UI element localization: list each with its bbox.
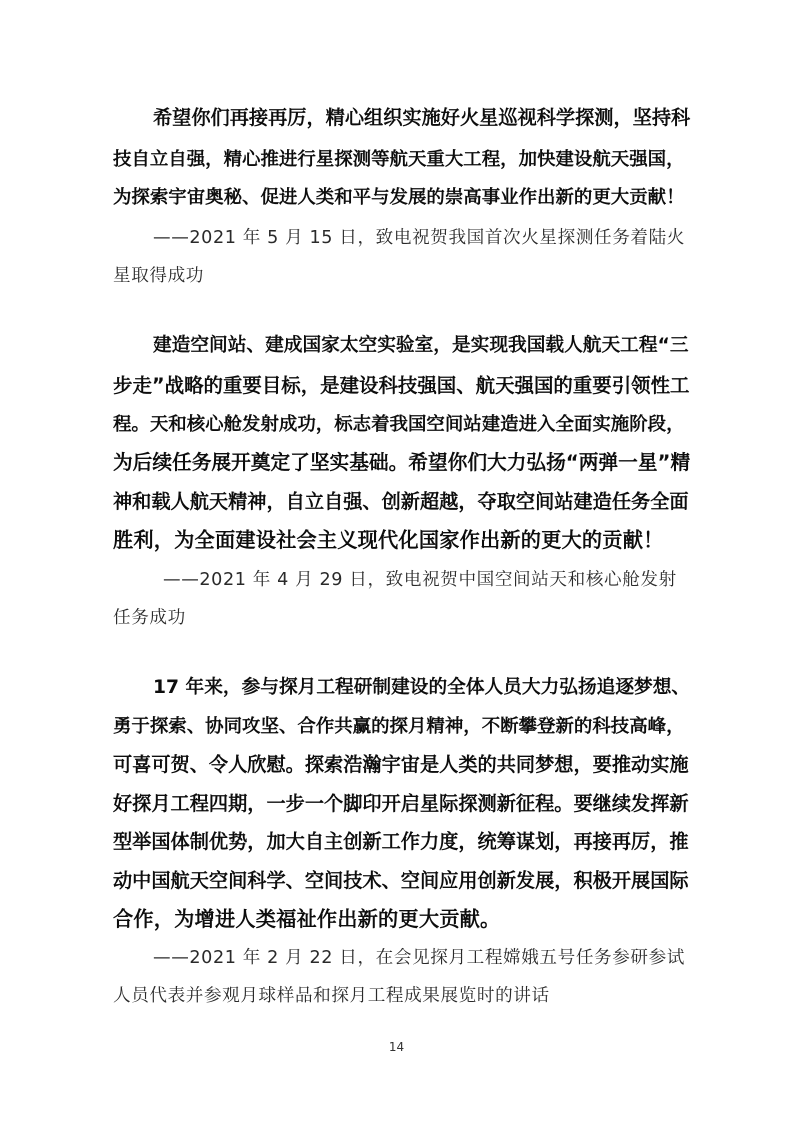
- quote-line: 17 年来，参与探月工程研制建设的全体人员大力弘扬追逐梦想、: [153, 677, 691, 698]
- quote-line: 技自立自强，精心推进行星探测等航天重大工程，加快建设航天强国，: [113, 149, 685, 170]
- quote-line: 建造空间站、建成国家太空实验室，是实现我国载人航天工程“三: [153, 335, 689, 356]
- quote-line: 可喜可贺、令人欣慰。探索浩瀚宇宙是人类的共同梦想，要推动实施: [113, 753, 689, 776]
- quote-line: 神和载人航天精神，自立自强、创新超越，夺取空间站建造任务全面: [113, 490, 689, 513]
- quote-line: 为探索宇宙奥秘、促进人类和平与发展的崇高事业作出新的更大贡献！: [113, 187, 685, 208]
- quote-line: 希望你们再接再厉，精心组织实施好火星巡视科学探测，坚持科: [153, 106, 691, 129]
- quote-line: 好探月工程四期，一步一个脚印开启星际探测新征程。要继续发挥新: [113, 792, 689, 815]
- attribution-line: 任务成功: [113, 608, 186, 628]
- quote-line: 步走”战略的重要目标，是建设科技强国、航天强国的重要引领性工: [113, 374, 690, 397]
- attribution-line: ——2021 年 2 月 22 日，在会见探月工程嫦娥五号任务参研参试: [153, 948, 685, 968]
- attribution-line: ——2021 年 4 月 29 日，致电祝贺中国空间站天和核心舱发射: [163, 570, 677, 590]
- quote-line: 勇于探索、协同攻坚、合作共赢的探月精神，不断攀登新的科技高峰，: [113, 716, 685, 737]
- attribution-line: 人员代表并参观月球样品和探月工程成果展览时的讲话: [113, 986, 550, 1006]
- quote-line: 合作，为增进人类福祉作出新的更大贡献。: [113, 907, 501, 931]
- attribution-line: ——2021 年 5 月 15 日，致电祝贺我国首次火星探测任务着陆火: [153, 228, 685, 248]
- page-number: 14: [388, 1040, 405, 1054]
- quote-line: 动中国航天空间科学、空间技术、空间应用创新发展，积极开展国际: [113, 869, 689, 892]
- attribution-line: 星取得成功: [113, 266, 204, 286]
- quote-line: 型举国体制优势，加大自主创新工作力度，统筹谋划，再接再厉，推: [113, 830, 689, 853]
- quote-line: 程。天和核心舱发射成功，标志着我国空间站建造进入全面实施阶段，: [113, 414, 685, 435]
- quote-line: 胜利，为全面建设社会主义现代化国家作出新的更大的贡献！: [113, 528, 664, 552]
- quote-line: 为后续任务展开奠定了坚实基础。希望你们大力弘扬“两弹一星”精: [113, 451, 691, 474]
